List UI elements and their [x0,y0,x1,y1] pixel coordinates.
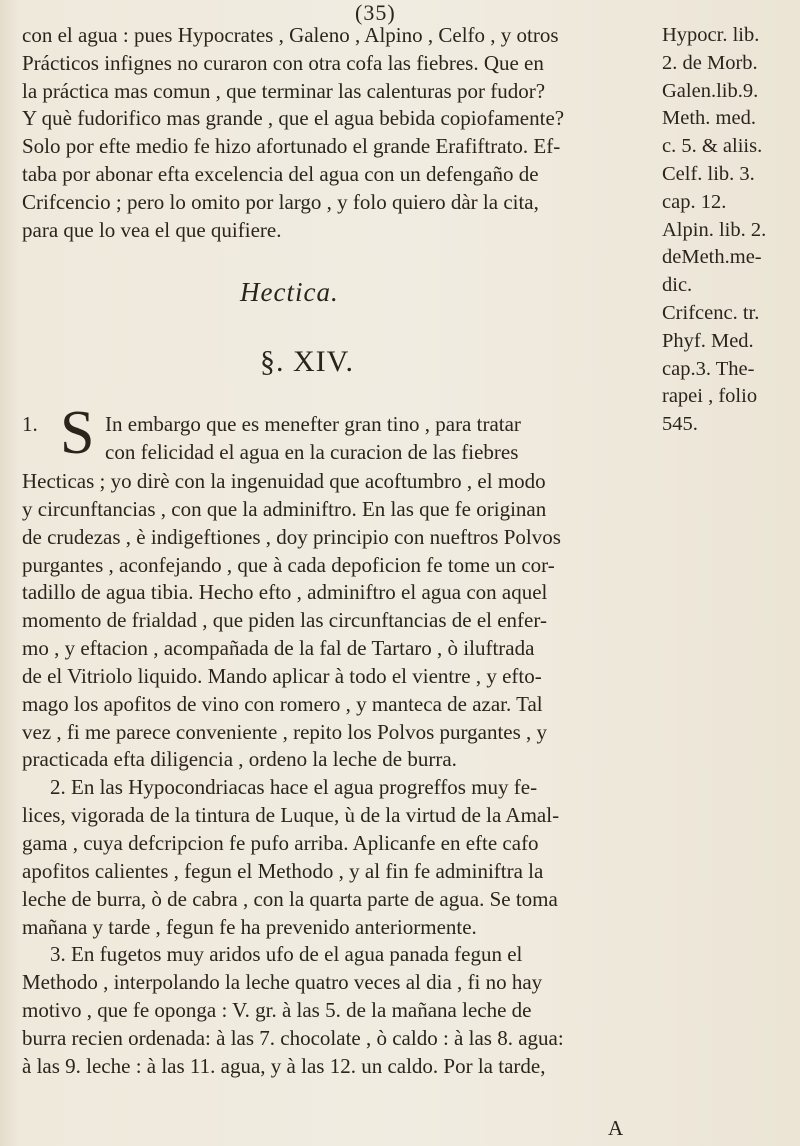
text-line: lices, vigorada de la tintura de Luque, ù de la virtud de la Amal- [22,803,560,828]
text-line: burra recien ordenada: à las 7. chocolate , ò caldo : à las 8. agua: [22,1025,564,1050]
text-line: purgantes , aconfejando , que à cada depoficion fe tome un cor- [22,552,555,577]
margin-note: deMeth.me- [662,246,762,269]
text-line: para que lo vea el que quifiere. [22,217,282,242]
page-number: (35) [355,0,396,25]
margin-note: 545. [662,413,698,436]
margin-note: dic. [662,274,693,297]
text-line: In embargo que es menefter gran tino , para tratar [105,412,521,436]
text-line: mago los apofitos de vino con romero , y manteca de azar. Tal [22,691,543,716]
margin-note: c. 5. & aliis. [662,135,763,158]
text-line: gama , cuya defcripcion fe pufo arriba. Aplicanfe en efte cafo [22,830,539,855]
section-title: Hectica. [240,277,339,307]
margin-note: Alpin. lib. 2. [662,218,767,241]
margin-note: Hypocr. lib. [662,24,760,46]
text-line: leche de burra, ò de cabra , con la quarta parte de agua. Se toma [22,886,558,911]
text-line: motivo , que fe oponga : V. gr. à las 5. de la mañana leche de [22,998,532,1023]
margin-note: Crifcenc. tr. [662,301,760,324]
text-line: momento de frialdad , que piden las circunftancias de el enfer- [22,608,547,633]
text-line: taba por abonar efta excelencia del agua con un defengaño de [22,161,539,186]
drop-cap: S [60,399,95,467]
paragraph-number: 1. [22,412,38,436]
text-line: y circunftancias , con que la adminiftro. En las que fe originan [22,496,547,521]
text-line: con el agua : pues Hypocrates , Galeno , Alpino , Celfo , y otros [22,23,559,47]
text-line: Prácticos infignes no curaron con otra cofa las fiebres. Que en [22,50,544,75]
catchword: A [608,1116,624,1140]
margin-note: Phyf. Med. [662,329,754,352]
text-line: Solo por efte medio fe hizo afortunado el grande Erafiftrato. Ef- [22,134,561,159]
text-line: 3. En fugetos muy aridos ufo de el agua panada fegun el [50,942,523,967]
text-line: mo , y eftacion , acompañada de la fal de Tartaro , ò iluftrada [22,636,535,661]
section-number: §. XIV. [260,345,354,378]
text-line: apofitos calientes , fegun el Methodo , y al fin fe adminiftra la [22,858,544,883]
top-paragraph [22,22,652,244]
text-line: Hecticas ; yo dirè con la ingenuidad que acoftumbro , el modo [22,469,546,493]
text-line: Y què fudorifico mas grande , que el agua bebida copiofamente? [22,106,565,131]
margin-note: rapei , folio [662,385,758,408]
text-line: Methodo , interpolando la leche quatro veces al dia , fi no hay [22,970,543,995]
margin-note: Meth. med. [662,107,756,130]
margin-note: Galen.lib.9. [662,79,759,102]
margin-note: Celf. lib. 3. [662,162,755,185]
text-line: 2. En las Hypocondriacas hace el agua progreffos muy fe- [50,775,538,800]
text-line: la práctica mas comun , que terminar las calenturas por fudor? [22,78,546,103]
text-line: tadillo de agua tibia. Hecho efto , adminiftro el agua con aquel [22,580,548,605]
text-line: de el Vitriolo liquido. Mando aplicar à todo el vientre , y efto- [22,663,542,688]
margin-notes [662,22,798,439]
body-text [22,468,652,1081]
text-line: practicada efta diligencia , ordeno la leche de burra. [22,747,457,772]
text-line: à las 9. leche : à las 11. agua, y à las 12. un caldo. Por la tarde, [22,1053,546,1078]
margin-note: cap. 12. [662,190,727,213]
text-line: vez , fi me parece conveniente , repito los Polvos purgantes , y [22,719,548,744]
margin-note: 2. de Morb. [662,51,758,74]
text-line: Crifcencio ; pero lo omito por largo , y folo quiero dàr la cita, [22,189,539,214]
text-line: de crudezas , è indigeftiones , doy principio con nueftros Polvos [22,524,561,549]
margin-note: cap.3. The- [662,357,755,380]
text-line: con felicidad el agua en la curacion de las fiebres [105,440,519,464]
text-line: mañana y tarde , fegun fe ha prevenido anteriormente. [22,914,477,939]
